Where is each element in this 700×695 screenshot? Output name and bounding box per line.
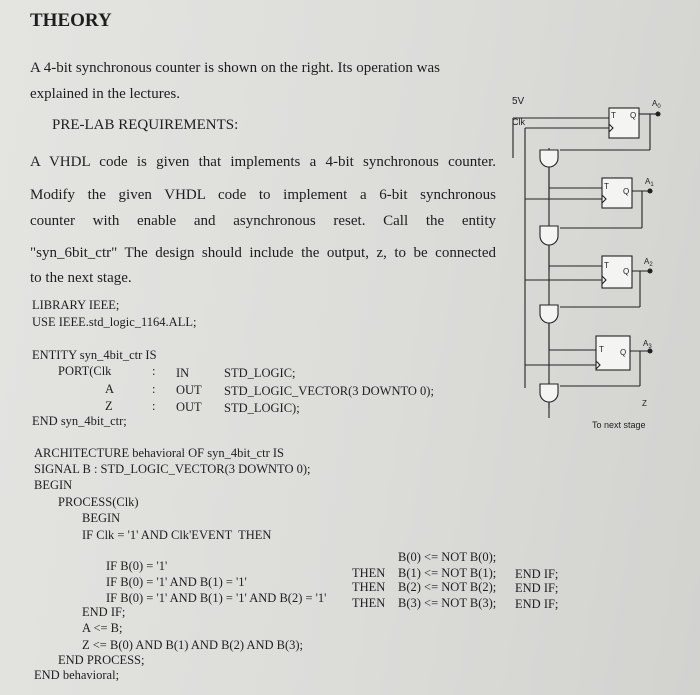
intro-line-2: explained in the lectures. <box>30 86 180 102</box>
code-dir-out-2: OUT <box>176 400 202 414</box>
code-endif-outer: END IF; <box>82 605 126 619</box>
code-then-1: THEN <box>352 566 386 580</box>
code-if-3: IF B(0) = '1' AND B(1) = '1' AND B(2) = '1' <box>106 591 327 605</box>
code-b2: B(2) <= NOT B(2); <box>398 580 497 594</box>
task-line-1: A VHDL code is given that implements a 4-bit synchronous counter. <box>30 154 496 170</box>
code-type-z: STD_LOGIC); <box>224 401 300 415</box>
and-gate-4 <box>540 384 558 402</box>
vcc-label: 5V <box>512 96 525 107</box>
task-line-2: Modify the given VHDL code to implement a 6-bit synchronous <box>30 187 496 203</box>
next-stage-label: To next stage <box>592 420 646 430</box>
code-end-process: END PROCESS; <box>58 653 145 667</box>
and-gate-2 <box>540 226 558 245</box>
a0-label <box>652 99 661 110</box>
code-assign-z: Z <= B(0) AND B(1) AND B(2) AND B(3); <box>82 638 304 652</box>
a0-letter: A <box>652 99 658 108</box>
clk-label: Clk <box>512 117 525 127</box>
code-architecture: ARCHITECTURE behavioral OF syn_4bit_ctr IS <box>34 446 284 460</box>
code-endif-2: END IF; <box>515 581 559 595</box>
a1-letter: A <box>645 177 651 186</box>
code-b3: B(3) <= NOT B(3); <box>398 596 497 610</box>
prelab-heading: PRE-LAB REQUIREMENTS: <box>52 117 239 133</box>
a1-label <box>645 177 654 188</box>
code-colon-1: : <box>152 364 156 378</box>
code-signal: SIGNAL B : STD_LOGIC_VECTOR(3 DOWNTO 0); <box>34 462 311 476</box>
a2-letter: A <box>644 257 650 266</box>
code-port-a: A <box>105 382 115 396</box>
code-port: PORT(Clk <box>58 364 112 378</box>
code-begin: BEGIN <box>34 478 73 492</box>
code-use: USE IEEE.std_logic_1164.ALL; <box>32 315 197 329</box>
ff3-t-label: T <box>599 345 604 354</box>
a2-label <box>644 257 653 268</box>
task-line-3: counter with enable and asynchronous reset. Call the entity <box>30 213 496 229</box>
code-if-1: IF B(0) = '1' <box>106 559 168 573</box>
code-colon-2: : <box>152 382 156 396</box>
page-title: THEORY <box>30 10 112 31</box>
task-line-5: to the next stage. <box>30 270 132 286</box>
code-process: PROCESS(Clk) <box>58 495 139 509</box>
code-b0: B(0) <= NOT B(0); <box>398 550 497 564</box>
and-gate-1 <box>540 150 558 167</box>
code-if-clk: IF Clk = '1' AND Clk'EVENT THEN <box>82 528 272 542</box>
code-dir-in: IN <box>176 366 190 380</box>
task-line-4: "syn_6bit_ctr" The design should include the output, z, to be connected <box>30 245 496 261</box>
code-dir-out-1: OUT <box>176 383 202 397</box>
code-end-arch: END behavioral; <box>34 668 120 682</box>
a2-subscript: 2 <box>649 262 653 268</box>
ff1-q-label: Q <box>623 187 630 196</box>
code-library: LIBRARY IEEE; <box>32 298 120 312</box>
code-then-3: THEN <box>352 596 386 610</box>
code-type-a: STD_LOGIC_VECTOR(3 DOWNTO 0); <box>224 384 434 398</box>
a1-subscript: 1 <box>650 182 654 188</box>
code-entity: ENTITY syn_4bit_ctr IS <box>32 348 157 362</box>
counter-circuit-diagram <box>500 88 690 438</box>
code-endif-3: END IF; <box>515 597 559 611</box>
code-then-2: THEN <box>352 580 386 594</box>
ff1-t-label: T <box>604 182 609 191</box>
code-type-clk: STD_LOGIC; <box>224 366 296 380</box>
code-b1: B(1) <= NOT B(1); <box>398 566 497 580</box>
code-process-begin: BEGIN <box>82 511 121 525</box>
code-port-z: Z <box>105 399 113 413</box>
ff2-q-label: Q <box>623 267 630 276</box>
code-colon-3: : <box>152 399 156 413</box>
ff0-q-label: Q <box>630 111 637 120</box>
z-output-label: Z <box>642 399 647 408</box>
a3-subscript: 3 <box>648 344 652 350</box>
code-end-entity: END syn_4bit_ctr; <box>32 414 127 428</box>
ff0-t-label: T <box>611 111 616 120</box>
intro-line-1: A 4-bit synchronous counter is shown on the right. Its operation was <box>30 60 440 76</box>
a0-subscript: 0 <box>657 104 661 110</box>
a3-letter: A <box>643 339 649 348</box>
ff3-q-label: Q <box>620 348 627 357</box>
ff2-t-label: T <box>604 261 609 270</box>
code-endif-1: END IF; <box>515 567 559 581</box>
code-if-2: IF B(0) = '1' AND B(1) = '1' <box>106 575 247 589</box>
code-assign-a: A <= B; <box>82 621 123 635</box>
a3-label <box>643 339 652 350</box>
and-gate-3 <box>540 305 558 323</box>
